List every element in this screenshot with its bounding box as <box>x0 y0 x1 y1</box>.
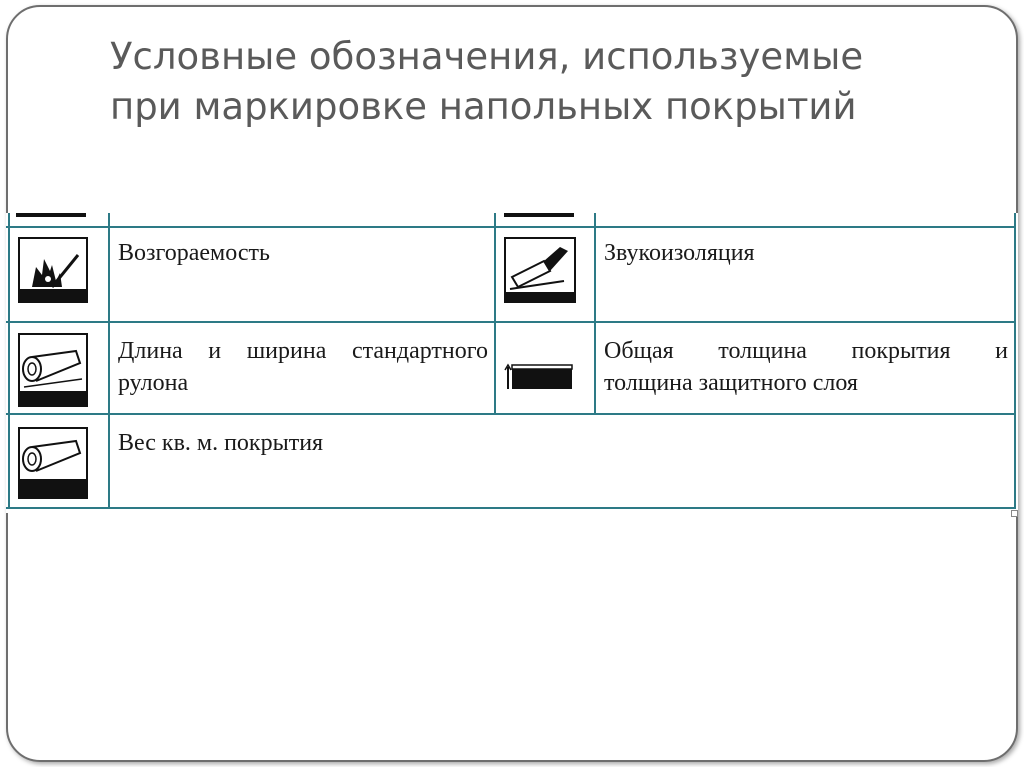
grid-line <box>108 213 110 509</box>
grid-line <box>6 507 1016 509</box>
sound-insulation-icon <box>504 237 576 303</box>
roll-dimensions-icon <box>18 333 88 407</box>
cell-text-weight: Вес кв. м. покрытия <box>118 430 324 456</box>
grid-line <box>6 413 1016 415</box>
marking-symbols-table <box>6 213 1018 513</box>
cell-text-roll-size-line2: рулона <box>118 370 189 396</box>
cell-text-flammability: Возгораемость <box>118 240 270 266</box>
cell-text-thickness-line2: толщина защитного слоя <box>604 370 858 396</box>
cell-text-thickness-line1: Общая толщина покрытия и <box>604 338 1008 364</box>
cell-text-sound-insulation: Звукоизоляция <box>604 240 755 266</box>
grid-line <box>594 213 596 415</box>
grid-line <box>494 213 496 415</box>
cropped-icon-bar-right <box>504 213 574 217</box>
flame-icon <box>18 237 88 303</box>
title-line-2: при маркировке напольных покрытий <box>110 85 857 128</box>
grid-line <box>6 321 1016 323</box>
thickness-icon <box>504 361 576 391</box>
resize-handle <box>1011 510 1018 517</box>
grid-line <box>8 213 10 509</box>
grid-line <box>6 226 1016 228</box>
grid-line <box>1014 213 1016 509</box>
roll-weight-icon <box>18 427 88 499</box>
title-line-1: Условные обозначения, используемые <box>110 35 864 78</box>
cropped-icon-bar-left <box>16 213 86 217</box>
slide-title <box>110 32 990 132</box>
cell-text-roll-size-line1: Длина и ширина стандартного <box>118 338 488 364</box>
